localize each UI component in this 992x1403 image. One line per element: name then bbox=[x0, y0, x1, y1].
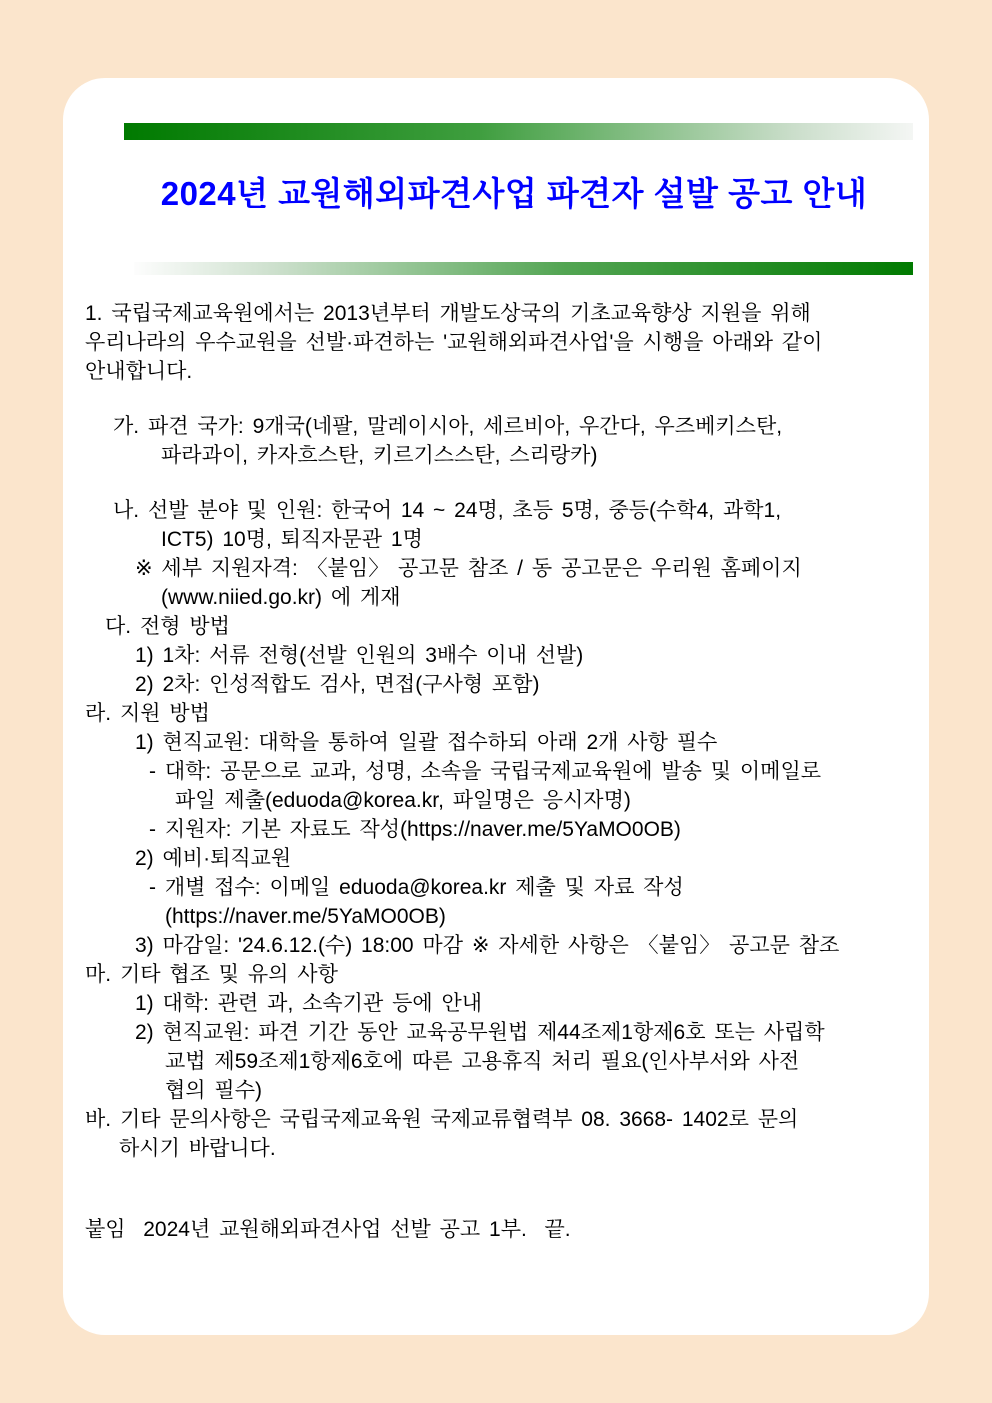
body-line: 나. 선발 분야 및 인원: 한국어 14 ~ 24명, 초등 5명, 중등(수학4, 과학1, bbox=[113, 499, 782, 522]
body-line: 1) 현직교원: 대학을 통하여 일괄 접수하되 아래 2개 사항 필수 bbox=[135, 731, 718, 754]
body-line: 라. 지원 방법 bbox=[85, 702, 210, 725]
top-gradient-bar bbox=[124, 123, 913, 140]
body-line bbox=[85, 1189, 911, 1215]
body-line: 마. 기타 협조 및 유의 사항 bbox=[85, 963, 338, 986]
body-line: 붙임 2024년 교원해외파견사업 선발 공고 1부. 끝. bbox=[85, 1218, 571, 1241]
body-line: 1) 대학: 관련 과, 소속기관 등에 안내 bbox=[135, 992, 483, 1015]
body-lines bbox=[85, 299, 911, 1244]
body-line: 1. 국립국제교육원에서는 2013년부터 개발도상국의 기초교육향상 지원을 위해 bbox=[85, 302, 811, 325]
body-line: 2) 예비·퇴직교원 bbox=[135, 847, 292, 870]
bottom-gradient-bar bbox=[134, 262, 913, 275]
body-line: 파라과이, 카자흐스탄, 키르기스스탄, 스리랑카) bbox=[161, 444, 598, 467]
body-line: 다. 전형 방법 bbox=[105, 615, 230, 638]
body-line: 우리나라의 우수교원을 선발·파견하는 '교원해외파견사업'을 시행을 아래와 같이 bbox=[85, 331, 823, 354]
body-line: - 지원자: 기본 자료도 작성(https://naver.me/5YaMO0OB) bbox=[149, 818, 681, 841]
body-line: (www.niied.go.kr) 에 게재 bbox=[161, 586, 401, 609]
document-title: 2024년 교원해외파견사업 파견자 설발 공고 안내 bbox=[160, 175, 868, 212]
body-line: 파일 제출(eduoda@korea.kr, 파일명은 응시자명) bbox=[175, 789, 631, 812]
body-line: 협의 필수) bbox=[165, 1079, 262, 1102]
body-line: 바. 기타 문의사항은 국립국제교육원 국제교류협력부 08. 3668- 1402로 문의 bbox=[85, 1108, 799, 1131]
body-line bbox=[85, 1163, 911, 1189]
body-line: ※ 세부 지원자격: 〈붙임〉 공고문 참조 / 동 공고문은 우리원 홈페이지 bbox=[135, 557, 802, 580]
body-line: 1) 1차: 서류 전형(선발 인원의 3배수 이내 선발) bbox=[135, 644, 584, 667]
document-card bbox=[63, 78, 929, 1335]
body-line: 교법 제59조제1항제6호에 따른 고용휴직 처리 필요(인사부서와 사전 bbox=[165, 1050, 800, 1073]
body-line: - 개별 접수: 이메일 eduoda@korea.kr 제출 및 자료 작성 bbox=[149, 876, 684, 899]
body-line: (https://naver.me/5YaMO0OB) bbox=[165, 905, 446, 928]
body-line: 2) 2차: 인성적합도 검사, 면접(구사형 포함) bbox=[135, 673, 540, 696]
body-line bbox=[85, 470, 911, 496]
body-line bbox=[85, 386, 911, 412]
body-line: 3) 마감일: '24.6.12.(수) 18:00 마감 ※ 자세한 사항은 〈붙임〉 공고문 참조 bbox=[135, 934, 840, 957]
body-line: 안내합니다. bbox=[85, 360, 193, 383]
body-line: 하시기 바랍니다. bbox=[119, 1137, 276, 1160]
body-line: - 대학: 공문으로 교과, 성명, 소속을 국립국제교육원에 발송 및 이메일로 bbox=[149, 760, 822, 783]
body-line: 가. 파견 국가: 9개국(네팔, 말레이시아, 세르비아, 우간다, 우즈베키스탄, bbox=[113, 415, 783, 438]
body-line: 2) 현직교원: 파견 기간 동안 교육공무원법 제44조제1항제6호 또는 사립학 bbox=[135, 1021, 825, 1044]
body-line: ICT5) 10명, 퇴직자문관 1명 bbox=[161, 528, 423, 551]
